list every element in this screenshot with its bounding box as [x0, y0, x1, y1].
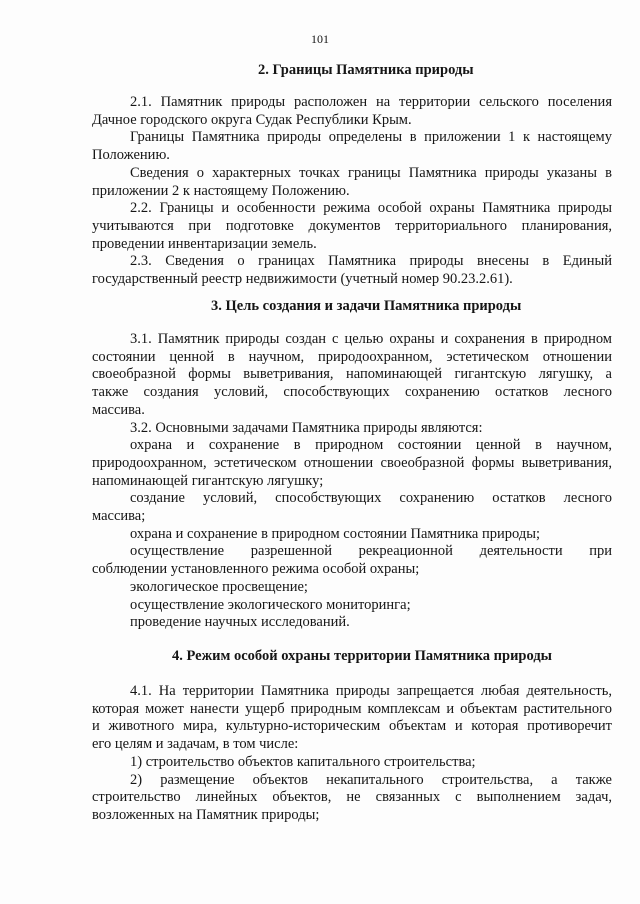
text-line: 1) строительство объектов капитального строительства; [130, 753, 476, 770]
page-number: 101 [311, 32, 329, 46]
text-line: осуществление экологического мониторинга; [130, 596, 411, 613]
text-line: массива. [92, 401, 145, 418]
section-4-heading: 4. Режим особой охраны территории Памятника природы [172, 648, 552, 664]
section-3-body [92, 331, 612, 632]
text-line: Сведения о характерных точках границы Памятника природы указаны в [130, 164, 612, 181]
text-line: экологическое просвещение; [130, 578, 308, 595]
text-line: напоминающей гигантскую лягушку; [92, 472, 324, 489]
text-line: 4.1. На территории Памятника природы запрещается любая деятельность, [130, 683, 612, 699]
text-line: учитываются при подготовке документов территориального планирования, [92, 217, 612, 234]
text-line: возложенных на Памятник природы; [92, 806, 320, 823]
text-line: охрана и сохранение в природном состоянии ценной в научном, [130, 437, 612, 454]
text-line: массива; [92, 508, 146, 525]
text-line: 2) размещение объектов некапитального строительства, а также [130, 771, 612, 788]
text-line: 3.1. Памятник природы создан с целью охраны и сохранения в природном [130, 331, 612, 347]
text-line: и животного мира, культурно-историческим объектам и которая противоречит [92, 718, 612, 735]
section-2-body [92, 94, 612, 289]
text-line: проведении инвентаризации земель. [92, 235, 317, 252]
text-line: Дачное городского округа Судак Республики Крым. [92, 111, 412, 128]
text-line: Положению. [92, 147, 170, 164]
text-line: природоохранном, эстетическом отношении своеобразной формы выветривания, [92, 454, 612, 471]
text-line: состоянии ценной в научном, природоохранном, эстетическом отношении [92, 348, 612, 365]
text-line: государственный реестр недвижимости (учетный номер 90.23.2.61). [92, 271, 513, 288]
text-line: 2.1. Памятник природы расположен на территории сельского поселения [130, 94, 612, 110]
text-line: Границы Памятника природы определены в приложении 1 к настоящему [130, 129, 612, 146]
text-line: проведение научных исследований. [130, 614, 350, 631]
text-line: 3.2. Основными задачами Памятника природы являются: [130, 419, 483, 436]
section-4-body [92, 683, 612, 825]
text-line: своеобразной формы выветривания, напоминающей гигантскую лягушку, а [92, 366, 612, 383]
text-line: соблюдении установленного режима особой охраны; [92, 561, 420, 578]
text-line: охрана и сохранение в природном состоянии Памятника природы; [130, 525, 540, 542]
text-line: создание условий, способствующих сохранению остатков лесного [130, 490, 612, 507]
section-3-heading: 3. Цель создания и задачи Памятника природы [211, 298, 522, 314]
text-line: его целям и задачам, в том числе: [92, 736, 299, 753]
section-2-heading: 2. Границы Памятника природы [258, 62, 474, 78]
text-line: 2.2. Границы и особенности режима особой охраны Памятника природы [130, 200, 612, 217]
text-line: 2.3. Сведения о границах Памятника природы внесены в Единый [130, 253, 612, 270]
text-line: которая может нанести ущерб природным комплексам и объектам растительного [92, 700, 612, 717]
text-line: строительство линейных объектов, не связанных с выполнением задач, [92, 789, 612, 806]
text-line: также создания условий, способствующих сохранению остатков лесного [92, 384, 612, 401]
text-line: осуществление разрешенной рекреационной деятельности при [130, 543, 612, 560]
text-line: приложении 2 к настоящему Положению. [92, 182, 350, 199]
